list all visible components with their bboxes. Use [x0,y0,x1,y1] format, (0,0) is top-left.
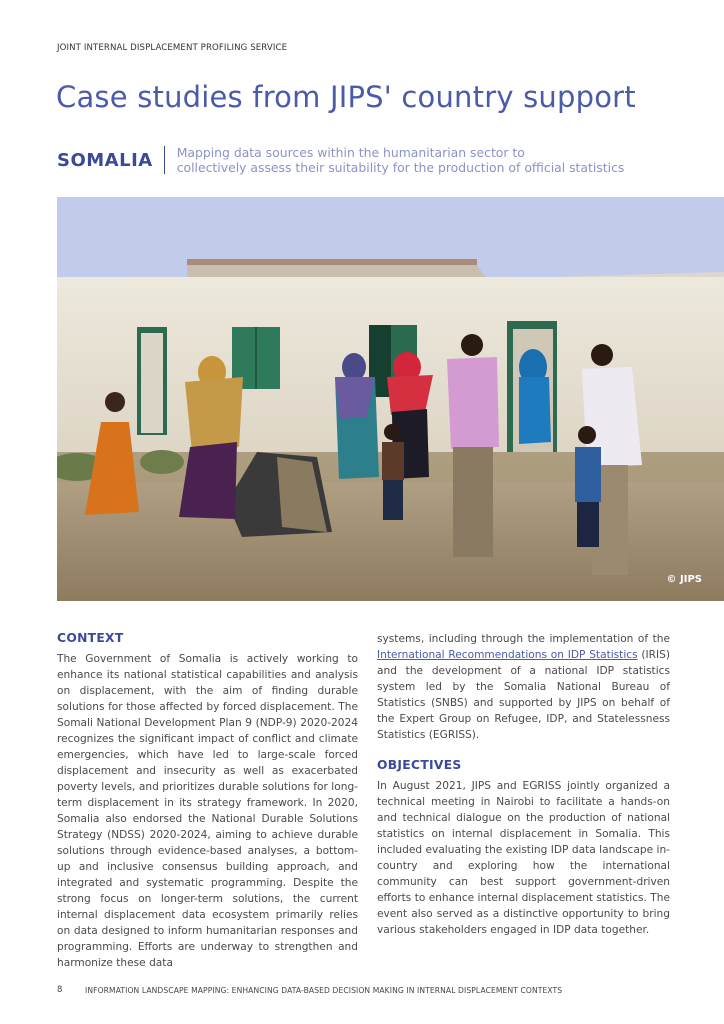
objectives-body: In August 2021, JIPS and EGRISS jointly organized a technical meeting in Nairobi to facilitate a hands-on and technical dialogue on the production of national statistics on internal displacement in Somalia. This included evaluating the existing IDP data landscape in-country and exploring how the international community can best support government-driven efforts to enhance internal displacement statistics. The event also served as a distinctive opportunity to bring various stakeholders engaged in IDP data together. [377,780,670,936]
page-number: 8 [57,985,63,995]
objectives-heading: OBJECTIVES [377,758,462,772]
footer-text: INFORMATION LANDSCAPE MAPPING: ENHANCING DATA-BASED DECISION MAKING IN INTERNAL DISPLACEMENT CONTEXTS [85,985,563,995]
running-head: JOINT INTERNAL DISPLACEMENT PROFILING SERVICE [57,43,288,53]
page-title: Case studies from JIPS' country support [56,80,636,114]
context-body: The Government of Somalia is actively working to enhance its national statistical capabilities and analysis on displacement, with the aim of finding durable solutions for those affected by forced displacement. The Somali National Development Plan 9 (NDP-9) 2020-2024 recognizes the significant impact of conflict and climate emergencies, which have led to large-scale forced displacement and insecurity as well as exacerbated poverty levels, and prioritizes durable solutions for long-term displacement in its strategy framework. In 2020, Somalia also endorsed the National Durable Solutions Strategy (NDSS) 2020-2024, aiming to achieve durable solutions through evidence-based analyses, a bottom-up and inclusive consensus building approach, and integrated and systematic programming. Despite the strong focus on longer-term solutions, the current internal displacement data ecosystem primarily relies on data designed to inform humanitarian responses and programming. Efforts are underway to strengthen and harmonize these data [57,653,358,969]
divider [164,146,165,174]
subtitle-line-1: Mapping data sources within the humanitarian sector to [176,145,525,160]
iris-link[interactable]: International Recommendations on IDP Statistics [377,649,638,661]
country-header [57,142,624,178]
page-footer [57,985,562,995]
context-continued-after: (IRIS) and the development of a national IDP statistics system led by the Somalia National Bureau of Statistics (SNBS) and supported by JIPS on behalf of the Expert Group on Refugee, IDP, and Statelessness Statistics (EGRISS). [377,649,671,741]
context-continued-before: systems, including through the implementation of the [377,633,670,645]
country-subtitle [177,145,625,175]
context-heading: CONTEXT [57,631,124,645]
photo-credit: © JIPS [666,574,702,585]
photo-illustration [57,197,724,601]
right-column [377,631,670,938]
country-name: SOMALIA [57,149,153,171]
hero-photo [57,197,724,601]
subtitle-line-2: collectively assess their suitability for the production of official statistics [176,160,625,175]
context-column [57,630,358,971]
context-continued [377,631,670,743]
